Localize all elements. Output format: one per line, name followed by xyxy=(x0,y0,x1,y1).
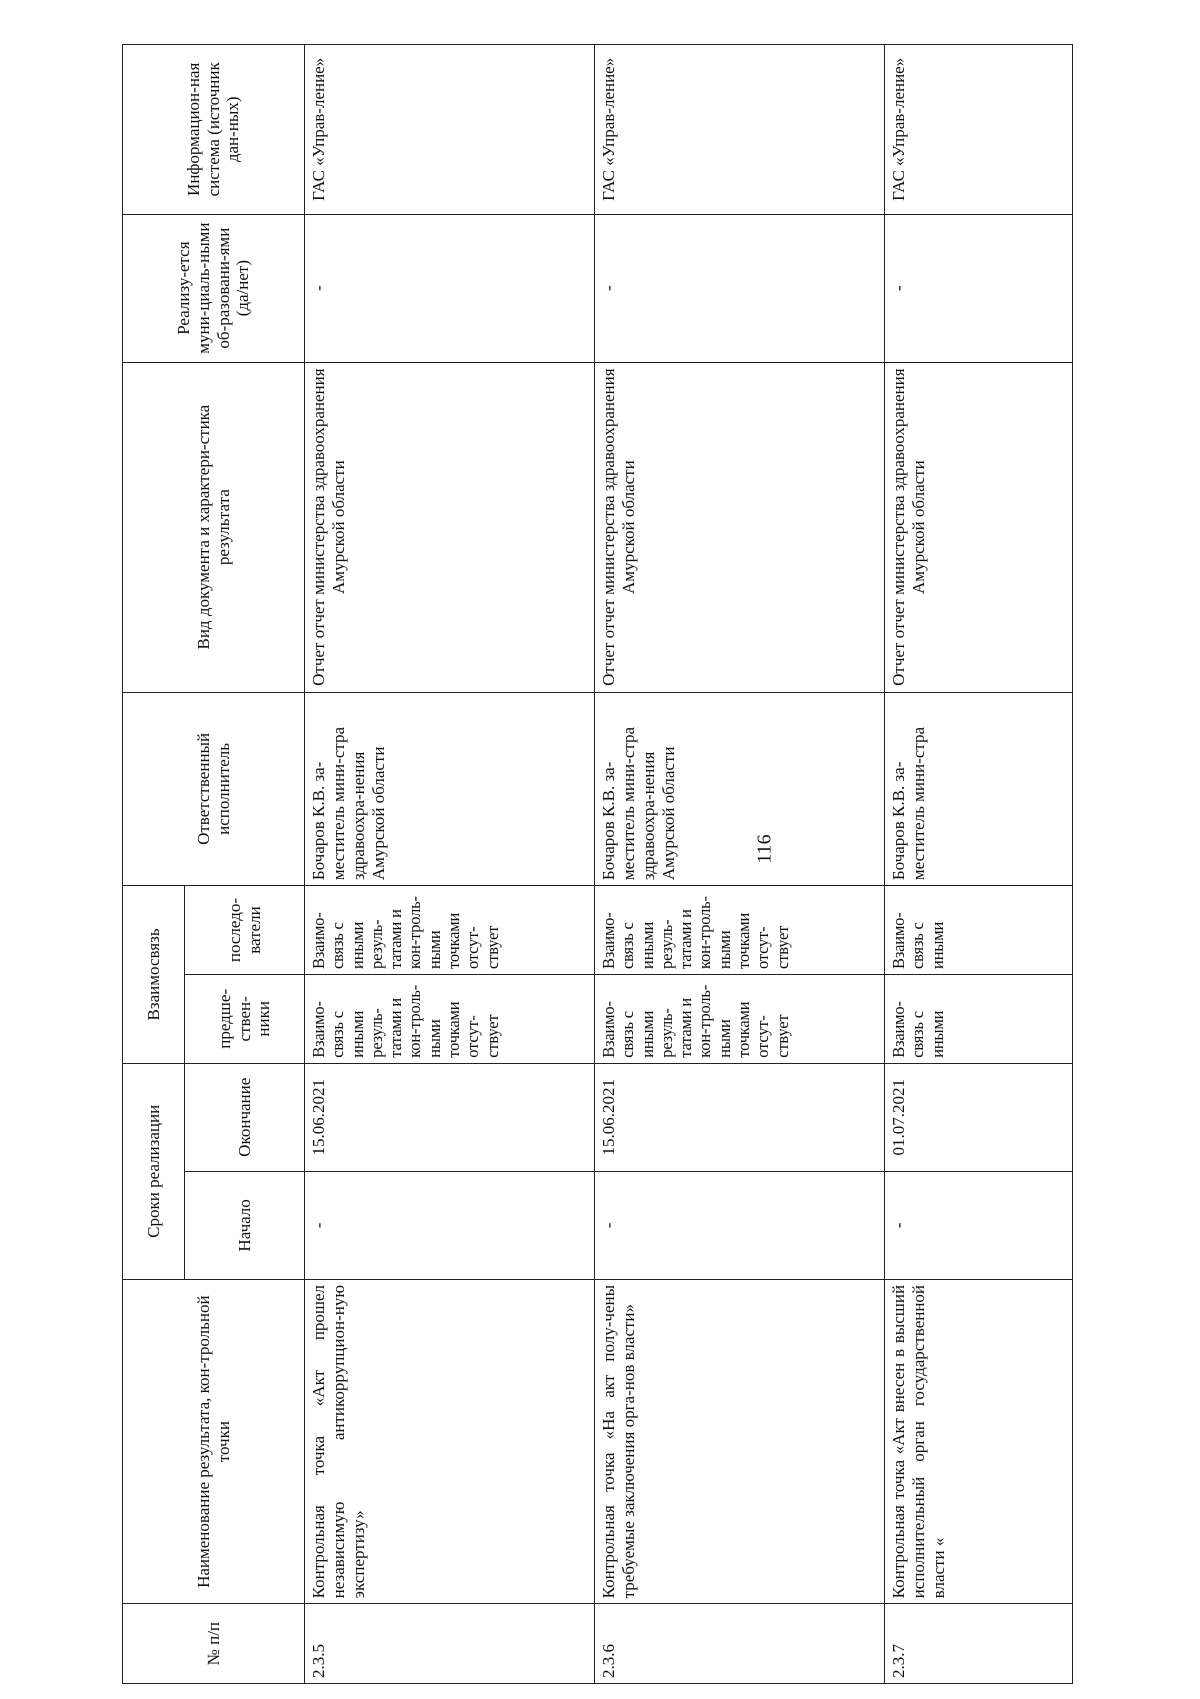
header-successors: последо-ватели xyxy=(185,886,305,975)
header-start: Начало xyxy=(185,1171,305,1279)
header-doc-type: Вид документа и характери-стика результата xyxy=(123,362,305,692)
header-predecessors: предше-ствен-ники xyxy=(185,974,305,1063)
row-end: 15.06.2021 xyxy=(305,1063,595,1171)
rotated-table-wrapper xyxy=(122,44,1072,1684)
row-predecessors: Взаимо-связь с иными xyxy=(885,974,1073,1063)
row-end: 01.07.2021 xyxy=(885,1063,1073,1171)
row-successors: Взаимо-связь с иными резуль-татами и кон-троль-ными точками отсут-ствует xyxy=(305,886,595,975)
row-num: 2.3.6 xyxy=(595,1604,885,1684)
row-responsible: Бочаров К.В. за-меститель мини-стра xyxy=(885,692,1073,885)
row-doc-type: Отчет отчет министерства здравоохранения Амурской области xyxy=(595,362,885,692)
row-info-system: ГАС «Управ-ление» xyxy=(595,45,885,215)
row-responsible: Бочаров К.В. за-меститель мини-стра здравоохра-нения Амурской области xyxy=(595,692,885,885)
header-num: № п/п xyxy=(123,1604,305,1684)
row-start: - xyxy=(595,1171,885,1279)
control-points-table xyxy=(122,44,1073,1684)
row-name: Контрольная точка «Акт внесен в высший исполнительный орган государственной власти « xyxy=(885,1279,1073,1603)
row-start: - xyxy=(305,1171,595,1279)
header-municipal: Реализу-ется муни-циаль-ными об-разовани-ями (да/нет) xyxy=(123,214,305,362)
row-municipal: - xyxy=(305,214,595,362)
header-end: Окончание xyxy=(185,1063,305,1171)
row-successors: Взаимо-связь с иными резуль-татами и кон-троль-ными точками отсут-ствует xyxy=(595,886,885,975)
page-number: 116 xyxy=(753,834,776,864)
row-successors: Взаимо-связь с иными xyxy=(885,886,1073,975)
row-doc-type: Отчет отчет министерства здравоохранения Амурской области xyxy=(885,362,1073,692)
row-responsible: Бочаров К.В. за-меститель мини-стра здравоохра-нения Амурской области xyxy=(305,692,595,885)
header-relation: Взаимосвязь xyxy=(123,886,185,1064)
row-num: 2.3.5 xyxy=(305,1604,595,1684)
row-municipal: - xyxy=(885,214,1073,362)
row-num: 2.3.7 xyxy=(885,1604,1073,1684)
header-responsible: Ответственный исполнитель xyxy=(123,692,305,885)
row-info-system: ГАС «Управ-ление» xyxy=(305,45,595,215)
table-row xyxy=(305,45,595,1684)
row-name: Контрольная точка «Акт прошел независимую антикоррупцион-ную экспертизу» xyxy=(305,1279,595,1603)
table-row xyxy=(595,45,885,1684)
header-terms: Сроки реализации xyxy=(123,1063,185,1279)
row-end: 15.06.2021 xyxy=(595,1063,885,1171)
row-name: Контрольная точка «На акт полу-чены требуемые заключения орга-нов власти» xyxy=(595,1279,885,1603)
header-info-system: Информацион-ная система (источник дан-ных) xyxy=(123,45,305,215)
row-info-system: ГАС «Управ-ление» xyxy=(885,45,1073,215)
header-name: Наименование результата, кон-трольной точки xyxy=(123,1279,305,1603)
table-row xyxy=(885,45,1073,1684)
row-predecessors: Взаимо-связь с иными резуль-татами и кон-троль-ными точками отсут-ствует xyxy=(595,974,885,1063)
row-start: - xyxy=(885,1171,1073,1279)
row-predecessors: Взаимо-связь с иными резуль-татами и кон-троль-ными точками отсут-ствует xyxy=(305,974,595,1063)
row-doc-type: Отчет отчет министерства здравоохранения Амурской области xyxy=(305,362,595,692)
row-municipal: - xyxy=(595,214,885,362)
